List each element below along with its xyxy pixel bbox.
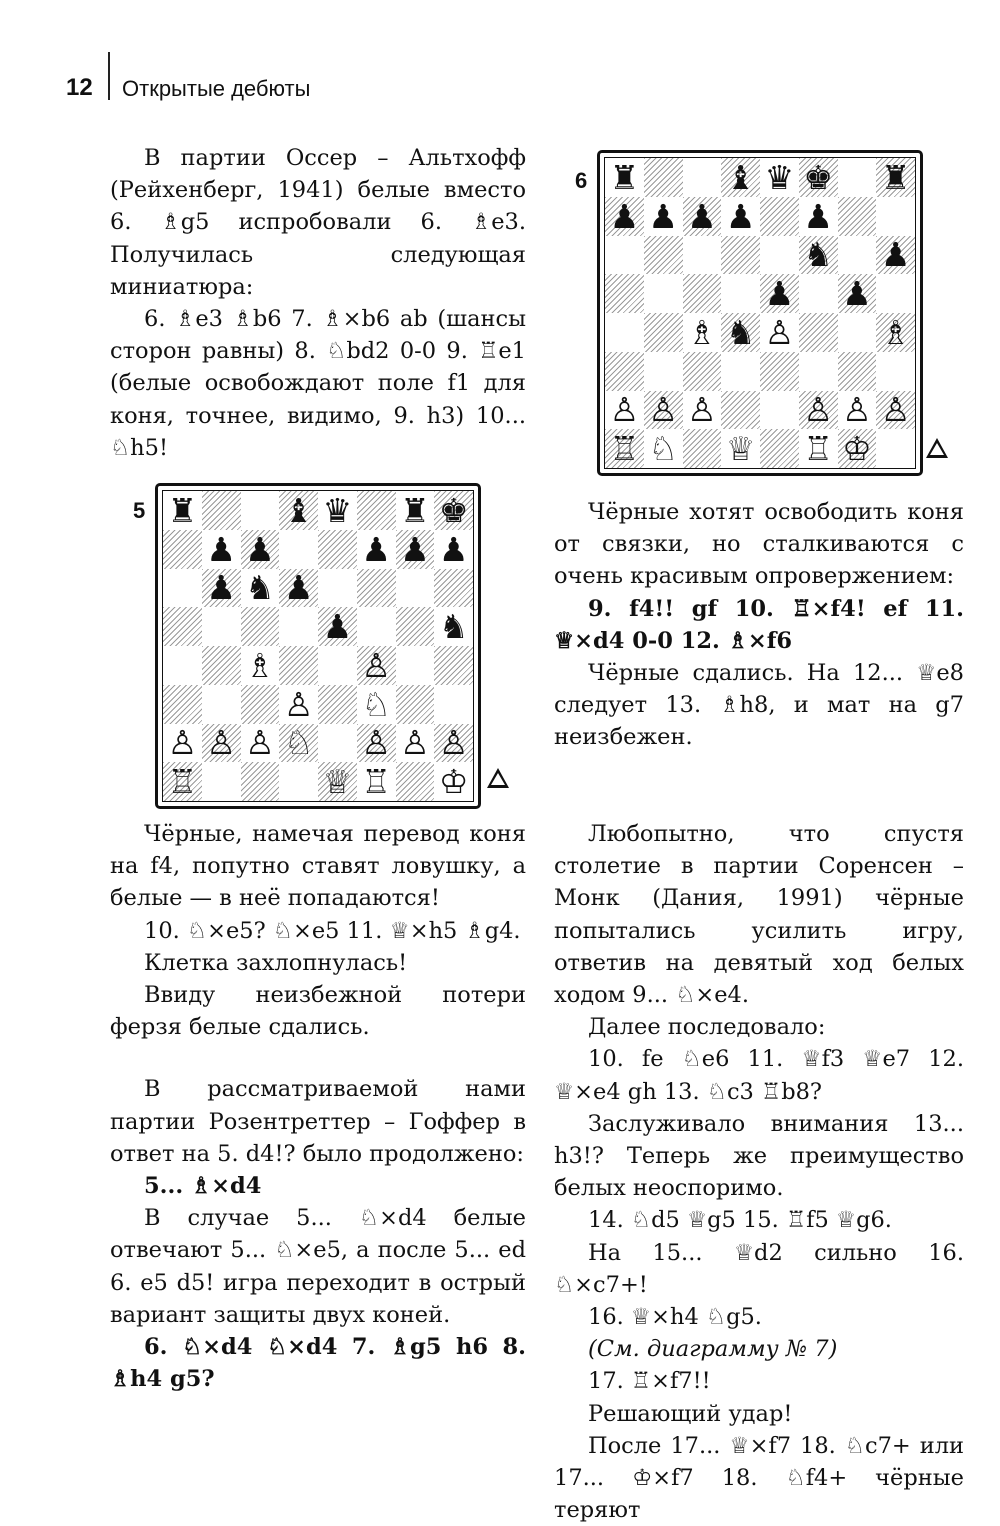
board-square: [241, 646, 280, 685]
board-square: [279, 724, 318, 763]
chess-piece-icon: ♘: [361, 684, 391, 724]
board-square: [434, 569, 473, 608]
board-square: [434, 491, 473, 530]
paragraph: Чёрные хотят освободить коня от связки, но сталкиваются с очень красивым опровержением:: [554, 499, 964, 590]
board-square: [396, 607, 435, 646]
paragraph: 14. ♘d5 ♕g5 15. ♖f5 ♕g6.: [588, 1207, 892, 1234]
board-square: [721, 391, 760, 430]
board-square: [202, 646, 241, 685]
chess-piece-icon: ♙: [609, 390, 640, 430]
board-square: [644, 313, 683, 352]
board-square: [318, 530, 357, 569]
paragraph: В партии Оссер – Альтхофф (Рейхенберг, 1941) белые вместо 6. ♗g5 испробовали 6. ♗e3. Получилась следующая миниатюра:: [110, 145, 526, 300]
chess-piece-icon: ♙: [283, 684, 314, 724]
header-rule: [108, 52, 110, 100]
board-square: [876, 313, 915, 352]
paragraph: Далее последовало:: [588, 1014, 826, 1041]
board-grid: [162, 490, 474, 802]
board-square: [241, 569, 280, 608]
paragraph: Клетка захлопнулась!: [144, 949, 408, 976]
chess-piece-icon: ♜: [167, 490, 198, 530]
board-square: [721, 158, 760, 197]
paragraph: (См. диаграмму № 7): [588, 1336, 838, 1363]
board-square: [876, 274, 915, 313]
board-square: [279, 646, 318, 685]
board-square: [279, 569, 318, 608]
board-square: [721, 313, 760, 352]
board-square: [876, 197, 915, 236]
board-square: [683, 313, 722, 352]
board-square: [799, 197, 838, 236]
chess-piece-icon: ♟: [400, 529, 430, 569]
paragraph: 6. ♘×d4 ♘×d4 7. ♗g5 h6 8. ♗h4 g5?: [110, 1334, 526, 1393]
board-square: [683, 352, 722, 391]
paragraph: 5... ♗×d4: [144, 1173, 262, 1200]
paragraph: В рассматриваемой нами партии Розентреттер – Гоффер в ответ на 5. d4!? было продолжено:: [110, 1076, 526, 1167]
board-square: [799, 352, 838, 391]
chess-piece-icon: ♙: [361, 645, 391, 685]
board-square: [357, 762, 396, 801]
board-square: [605, 274, 644, 313]
chess-diagram-6: [597, 150, 923, 476]
paragraph: Чёрные сдались. На 12... ♕e8 следует 13. ♗h8, и мат на g7 неизбежен.: [554, 660, 964, 751]
board-square: [357, 569, 396, 608]
board-square: [683, 197, 722, 236]
chess-piece-icon: ♖: [609, 429, 640, 469]
white-to-move-marker: [487, 768, 509, 788]
board-square: [318, 569, 357, 608]
board-square: [202, 569, 241, 608]
running-title: Открытые дебюты: [122, 76, 311, 101]
board-square: [434, 646, 473, 685]
board-square: [163, 491, 202, 530]
board-square: [876, 429, 915, 468]
board-square: [396, 685, 435, 724]
board-square: [605, 197, 644, 236]
board-square: [721, 274, 760, 313]
chess-piece-icon: ♟: [206, 529, 236, 569]
paragraph: 10. fe ♘e6 11. ♕f3 ♕e7 12. ♕×e4 gh 13. ♘c3 ♖b8?: [554, 1046, 964, 1105]
board-square: [605, 158, 644, 197]
board-square: [838, 197, 877, 236]
board-square: [838, 429, 877, 468]
chess-piece-icon: ♙: [764, 312, 795, 352]
board-square: [683, 391, 722, 430]
page-number: 12: [66, 74, 93, 101]
right-column-text-bottom: [554, 818, 964, 1526]
board-square: [760, 274, 799, 313]
board-square: [163, 646, 202, 685]
board-square: [605, 391, 644, 430]
paragraph: 10. ♘×e5? ♘×e5 11. ♕×h5 ♗g4.: [144, 917, 521, 944]
chess-piece-icon: ♟: [687, 196, 717, 236]
chess-diagram-5: [155, 483, 481, 809]
board-square: [838, 158, 877, 197]
board-square: [202, 607, 241, 646]
board-square: [396, 530, 435, 569]
board-square: [721, 352, 760, 391]
chess-piece-icon: ♟: [648, 196, 678, 236]
board-square: [241, 724, 280, 763]
board-square: [760, 391, 799, 430]
board-square: [396, 491, 435, 530]
paragraph: На 15... ♕d2 сильно 16. ♘×c7+!: [554, 1239, 964, 1298]
board-square: [683, 274, 722, 313]
chess-piece-icon: ♜: [609, 157, 640, 197]
board-square: [721, 429, 760, 468]
board-square: [683, 236, 722, 275]
board-square: [683, 158, 722, 197]
chess-piece-icon: ♙: [803, 390, 833, 430]
board-square: [202, 685, 241, 724]
paragraph: После 17... ♕×f7 18. ♘c7+ или 17... ♔×f7 18. ♘f4+ чёрные теряют: [554, 1432, 964, 1524]
chess-piece-icon: ♟: [245, 529, 275, 569]
chess-piece-icon: ♕: [322, 762, 353, 802]
paragraph: Заслуживало внимания 13... h3!? Теперь же преимущество белых неоспоримо.: [554, 1110, 964, 1202]
chess-piece-icon: ♜: [400, 490, 430, 530]
paragraph: В случае 5... ♘×d4 белые отвечают 5... ♘×e5, а после 5... ed 6. e5 d5! игра переходит в острый вариант защиты двух коней.: [110, 1205, 526, 1328]
board-square: [760, 236, 799, 275]
board-square: [163, 762, 202, 801]
board-square: [605, 352, 644, 391]
board-square: [279, 607, 318, 646]
board-square: [838, 236, 877, 275]
board-square: [644, 197, 683, 236]
board-square: [202, 530, 241, 569]
chess-piece-icon: ♟: [283, 568, 314, 608]
board-square: [760, 158, 799, 197]
board-square: [357, 607, 396, 646]
board-square: [318, 724, 357, 763]
paragraph: Решающий удар!: [588, 1400, 793, 1427]
board-square: [163, 685, 202, 724]
board-square: [163, 607, 202, 646]
chess-piece-icon: ♞: [438, 607, 469, 647]
board-square: [434, 724, 473, 763]
chess-piece-icon: ♖: [167, 762, 198, 802]
board-square: [279, 491, 318, 530]
paragraph: 17. ♖×f7!!: [588, 1368, 711, 1395]
board-square: [605, 313, 644, 352]
diagram-5-number: 5: [133, 498, 146, 523]
board-square: [434, 607, 473, 646]
board-square: [279, 530, 318, 569]
board-square: [279, 762, 318, 801]
chess-piece-icon: ♙: [842, 390, 872, 430]
chess-piece-icon: ♟: [842, 274, 872, 314]
board-square: [318, 762, 357, 801]
board-square: [241, 530, 280, 569]
chess-piece-icon: ♟: [880, 235, 911, 275]
chess-piece-icon: ♟: [764, 274, 795, 314]
board-square: [202, 491, 241, 530]
chess-piece-icon: ♙: [687, 390, 717, 430]
chess-piece-icon: ♕: [725, 429, 756, 469]
board-square: [799, 236, 838, 275]
chess-piece-icon: ♖: [803, 429, 833, 469]
chess-piece-icon: ♖: [361, 762, 391, 802]
board-square: [241, 607, 280, 646]
board-square: [644, 158, 683, 197]
board-square: [357, 646, 396, 685]
board-square: [241, 762, 280, 801]
board-square: [644, 274, 683, 313]
chess-piece-icon: ♘: [648, 429, 678, 469]
board-grid: [604, 157, 916, 469]
paragraph: 9. f4!! gf 10. ♖×f4! ef 11. ♕×d4 0-0 12. ♗×f6: [554, 595, 964, 654]
chess-piece-icon: ♙: [648, 390, 678, 430]
chess-piece-icon: ♗: [245, 645, 275, 685]
paragraph: Ввиду неизбежной потери ферзя белые сдались.: [110, 982, 526, 1041]
diagram-6-number: 6: [575, 168, 588, 193]
board-square: [202, 724, 241, 763]
chess-piece-icon: ♘: [283, 723, 314, 763]
chess-piece-icon: ♟: [609, 196, 640, 236]
board-square: [605, 429, 644, 468]
chess-piece-icon: ♙: [400, 723, 430, 763]
board-square: [357, 530, 396, 569]
board-square: [799, 429, 838, 468]
board-square: [799, 391, 838, 430]
chess-piece-icon: ♙: [880, 390, 911, 430]
board-square: [760, 429, 799, 468]
board-square: [799, 313, 838, 352]
board-square: [163, 569, 202, 608]
paragraph-gap: [110, 1043, 526, 1073]
board-square: [202, 762, 241, 801]
chess-piece-icon: ♔: [438, 762, 469, 802]
chess-piece-icon: ♚: [438, 490, 469, 530]
board-square: [318, 685, 357, 724]
board-square: [318, 607, 357, 646]
board-square: [644, 236, 683, 275]
chess-piece-icon: ♞: [245, 568, 275, 608]
board-square: [760, 352, 799, 391]
board-square: [838, 274, 877, 313]
chess-piece-icon: ♞: [725, 312, 756, 352]
board-square: [357, 724, 396, 763]
board-square: [644, 391, 683, 430]
chess-piece-icon: ♙: [245, 723, 275, 763]
chess-piece-icon: ♙: [361, 723, 391, 763]
chess-piece-icon: ♞: [803, 235, 833, 275]
board-square: [644, 429, 683, 468]
chess-piece-icon: ♝: [283, 490, 314, 530]
left-column-text-top: [110, 142, 526, 464]
board-square: [396, 724, 435, 763]
board-square: [279, 685, 318, 724]
paragraph: 16. ♕×h4 ♘g5.: [588, 1304, 762, 1331]
paragraph: Любопытно, что спустя столетие в партии Соренсен – Монк (Дания, 1991) чёрные попытались усилить игру, ответив на девятый ход белых ходом 9... ♘×e4.: [554, 821, 964, 1009]
board-square: [876, 391, 915, 430]
chess-piece-icon: ♛: [322, 490, 353, 530]
board-square: [396, 569, 435, 608]
board-square: [434, 685, 473, 724]
board-square: [318, 646, 357, 685]
board-square: [163, 530, 202, 569]
board-square: [396, 646, 435, 685]
chess-piece-icon: ♙: [167, 723, 198, 763]
board-square: [357, 685, 396, 724]
board-square: [357, 491, 396, 530]
board-square: [760, 313, 799, 352]
chess-piece-icon: ♔: [842, 429, 872, 469]
board-square: [434, 530, 473, 569]
chess-piece-icon: ♟: [206, 568, 236, 608]
board-square: [241, 491, 280, 530]
board-square: [760, 197, 799, 236]
board-square: [838, 391, 877, 430]
paragraph: Чёрные, намечая перевод коня на f4, попутно ставят ловушку, а белые — в неё попадаются!: [110, 821, 526, 912]
board-square: [163, 724, 202, 763]
chess-piece-icon: ♗: [687, 312, 717, 352]
chess-piece-icon: ♟: [438, 529, 469, 569]
board-square: [318, 491, 357, 530]
board-square: [721, 197, 760, 236]
board-square: [838, 313, 877, 352]
board-square: [644, 352, 683, 391]
board-square: [605, 236, 644, 275]
board-square: [396, 762, 435, 801]
chess-piece-icon: ♚: [803, 157, 833, 197]
board-square: [721, 236, 760, 275]
board-square: [838, 352, 877, 391]
chess-piece-icon: ♜: [880, 157, 911, 197]
board-square: [434, 762, 473, 801]
chess-piece-icon: ♟: [361, 529, 391, 569]
paragraph: 6. ♗e3 ♗b6 7. ♗×b6 ab (шансы сторон равны) 8. ♘bd2 0-0 9. ♖e1 (белые освобождают поле f1 для коня, точнее, видимо, 9. h3) 10... ♘h5!: [110, 306, 526, 461]
chess-piece-icon: ♟: [725, 196, 756, 236]
chess-piece-icon: ♟: [803, 196, 833, 236]
board-square: [241, 685, 280, 724]
chess-piece-icon: ♟: [322, 607, 353, 647]
right-column-text-top: [554, 496, 964, 754]
board-square: [683, 429, 722, 468]
board-square: [876, 352, 915, 391]
board-square: [876, 236, 915, 275]
board-square: [799, 274, 838, 313]
left-column-text-bottom: [110, 818, 526, 1395]
chess-piece-icon: ♝: [725, 157, 756, 197]
white-to-move-marker: [926, 438, 948, 458]
chess-piece-icon: ♗: [880, 312, 911, 352]
board-square: [799, 158, 838, 197]
chess-piece-icon: ♙: [206, 723, 236, 763]
chess-piece-icon: ♙: [438, 723, 469, 763]
board-square: [876, 158, 915, 197]
chess-piece-icon: ♛: [764, 157, 795, 197]
